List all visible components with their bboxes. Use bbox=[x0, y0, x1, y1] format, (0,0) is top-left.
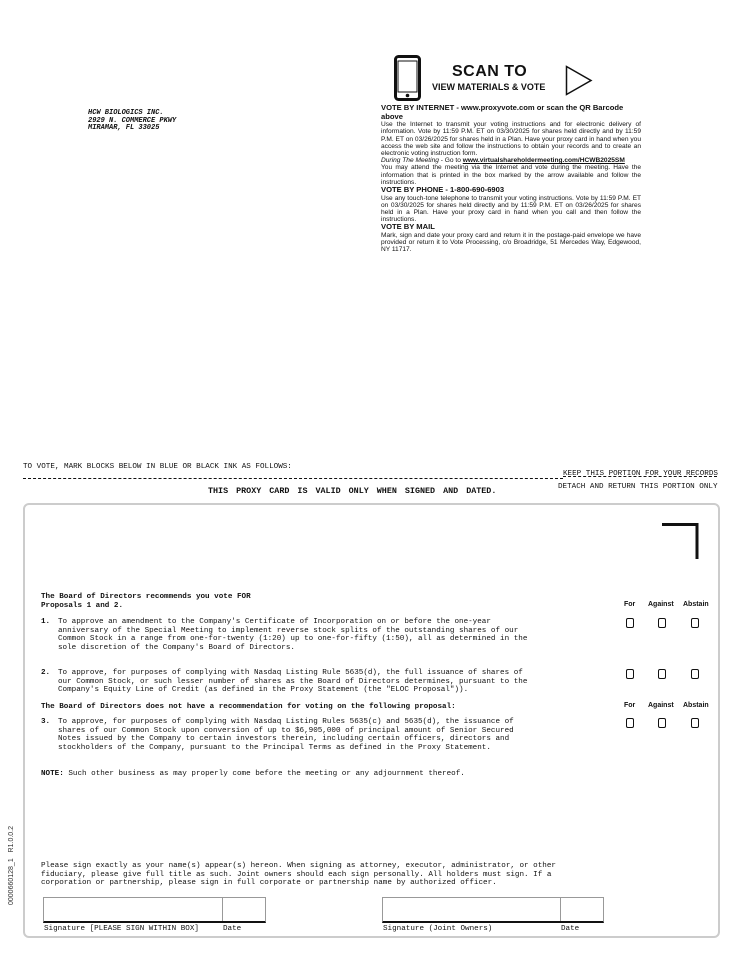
proposal-text: To approve an amendment to the Company's Certificate of Incorporation on or before the one-year anniversary of the Special Meeting to implement reverse stock splits of the outstanding shares of our Common Stock in a range from one-for-twenty (1:20) up to one-for-fifty (1:50), all as determined in the sole discretion of the Company's Board of Directors. bbox=[58, 618, 528, 652]
scan-subtitle: VIEW MATERIALS & VOTE bbox=[432, 82, 546, 92]
mailing-address bbox=[88, 110, 176, 133]
proposal-2 bbox=[41, 669, 541, 695]
board-no-recommendation: The Board of Directors does not have a recommendation for voting on the following proposal: bbox=[41, 703, 456, 711]
note-label: NOTE: bbox=[41, 770, 64, 778]
proposal-text: To approve, for purposes of complying with Nasdaq Listing Rule 5635(d), the full issuance of shares of our Common Stock, or such lesser number of shares as the Board of Directors determines, pursuant to the Company's Equity Line of Credit (as defined in the Proxy Statement (the "ELOC Proposal")). bbox=[58, 669, 528, 695]
joint-date-field[interactable] bbox=[561, 898, 603, 921]
sign-instructions: Please sign exactly as your name(s) appear(s) hereon. When signing as attorney, executor, administrator, or other fiduciary, please give full title as such. Joint owners should each sign personally. All holders must sign. If a corporation or partnership, please sign in full corporate or partnership name by authorized officer. bbox=[41, 862, 556, 888]
scan-title: SCAN TO bbox=[452, 63, 528, 80]
proposal-number: 3. bbox=[41, 718, 51, 726]
valid-notice: THIS PROXY CARD IS VALID ONLY WHEN SIGNED AND DATED. bbox=[208, 486, 497, 496]
signature-box[interactable] bbox=[43, 897, 266, 923]
proposal-3-for-checkbox[interactable] bbox=[626, 718, 634, 728]
date-label: Date bbox=[223, 925, 242, 933]
col-for: For bbox=[624, 601, 636, 608]
voting-instructions bbox=[381, 104, 641, 254]
proposal-2-against-checkbox[interactable] bbox=[658, 669, 666, 679]
proposal-3-abstain-checkbox[interactable] bbox=[691, 718, 699, 728]
board-recommendation: The Board of Directors recommends you vote FOR Proposals 1 and 2. bbox=[41, 593, 251, 610]
proposal-1-abstain-checkbox[interactable] bbox=[691, 618, 699, 628]
proposal-1-for-checkbox[interactable] bbox=[626, 618, 634, 628]
joint-signature-box[interactable] bbox=[382, 897, 604, 923]
col-abstain: Abstain bbox=[683, 601, 709, 608]
corner-mark bbox=[662, 523, 700, 559]
joint-signature-field[interactable] bbox=[383, 898, 561, 921]
detach-line bbox=[23, 478, 563, 479]
col-against: Against bbox=[648, 601, 674, 608]
internet-body: Use the Internet to transmit your voting instructions and for electronic delivery of information. Vote by 11:59 P.M. ET on 03/30/2025 for shares held directly and by 11:59 P.M. ET on 03/26/2025 for shares held in a Plan. Have your proxy card in hand when you access the web site and follow the instructions to obtain your records and to create an electronic voting instruction form. bbox=[381, 121, 641, 157]
phone-heading: VOTE BY PHONE - 1-800-690-6903 bbox=[381, 185, 505, 195]
detach-return-label: DETACH AND RETURN THIS PORTION ONLY bbox=[558, 483, 718, 491]
meeting-label: During The Meeting bbox=[381, 157, 439, 165]
arrow-triangle-icon bbox=[565, 65, 593, 96]
proposal-number: 2. bbox=[41, 669, 51, 677]
form-code: 0000660128_1 R1.0.0.2 bbox=[8, 825, 15, 905]
col-abstain: Abstain bbox=[683, 702, 709, 709]
internet-heading: VOTE BY INTERNET - www.proxyvote.com or scan the QR Barcode above bbox=[381, 103, 624, 121]
note bbox=[41, 770, 465, 779]
phone-body: Use any touch-tone telephone to transmit your voting instructions. Vote by 11:59 P.M. ET on 03/30/2025 for shares held directly and by 11:59 P.M. ET on 03/26/2025 for shares held in a Plan. Have your proxy card in hand when you call and then follow the instructions. bbox=[381, 194, 641, 224]
signature-field[interactable] bbox=[44, 898, 223, 921]
date-field[interactable] bbox=[223, 898, 265, 921]
signature-label: Signature [PLEASE SIGN WITHIN BOX] bbox=[44, 925, 199, 933]
address-line: HCW BIOLOGICS INC. bbox=[88, 109, 164, 117]
meeting-line bbox=[381, 157, 641, 164]
meeting-pre: - Go to bbox=[438, 157, 463, 165]
address-line: MIRAMAR, FL 33025 bbox=[88, 124, 160, 133]
proposal-1-against-checkbox[interactable] bbox=[658, 618, 666, 628]
proposal-1 bbox=[41, 618, 541, 652]
meeting-link[interactable]: www.virtualshareholdermeeting.com/HCWB2025SM bbox=[462, 157, 625, 165]
keep-portion-label: KEEP THIS PORTION FOR YOUR RECORDS bbox=[563, 470, 718, 478]
proposal-number: 1. bbox=[41, 618, 51, 626]
joint-signature-label: Signature (Joint Owners) bbox=[383, 925, 493, 933]
proposal-3 bbox=[41, 718, 541, 752]
mail-heading: VOTE BY MAIL bbox=[381, 222, 435, 232]
proposal-3-against-checkbox[interactable] bbox=[658, 718, 666, 728]
mail-body: Mark, sign and date your proxy card and return it in the postage-paid envelope we have provided or return it to Vote Processing, c/o Broadridge, 51 Mercedes Way, Edgewood, NY 11717. bbox=[381, 232, 641, 254]
col-for: For bbox=[624, 702, 636, 709]
proposal-2-for-checkbox[interactable] bbox=[626, 669, 634, 679]
address-line: 2929 N. COMMERCE PKWY bbox=[88, 116, 177, 125]
ink-instruction: TO VOTE, MARK BLOCKS BELOW IN BLUE OR BLACK INK AS FOLLOWS: bbox=[23, 463, 292, 471]
meeting-body: You may attend the meeting via the Internet and vote during the meeting. Have the information that is printed in the box marked by the arrow available and follow the instructions. bbox=[381, 164, 641, 186]
col-against: Against bbox=[648, 702, 674, 709]
proposal-text: To approve, for purposes of complying with Nasdaq Listing Rules 5635(c) and 5635(d), the issuance of shares of our Common Stock upon conversion of up to $6,905,000 of principal amount of Senior Secured Notes issued by the Company to certain investors therein, including certain officers, directors and stockholders of the Company, pursuant to the Principal Terms as defined in the Proxy Statement. bbox=[58, 718, 514, 752]
phone-icon bbox=[394, 55, 422, 101]
joint-date-label: Date bbox=[561, 925, 580, 933]
proposal-2-abstain-checkbox[interactable] bbox=[691, 669, 699, 679]
note-text: Such other business as may properly come before the meeting or any adjournment thereof. bbox=[63, 770, 465, 778]
